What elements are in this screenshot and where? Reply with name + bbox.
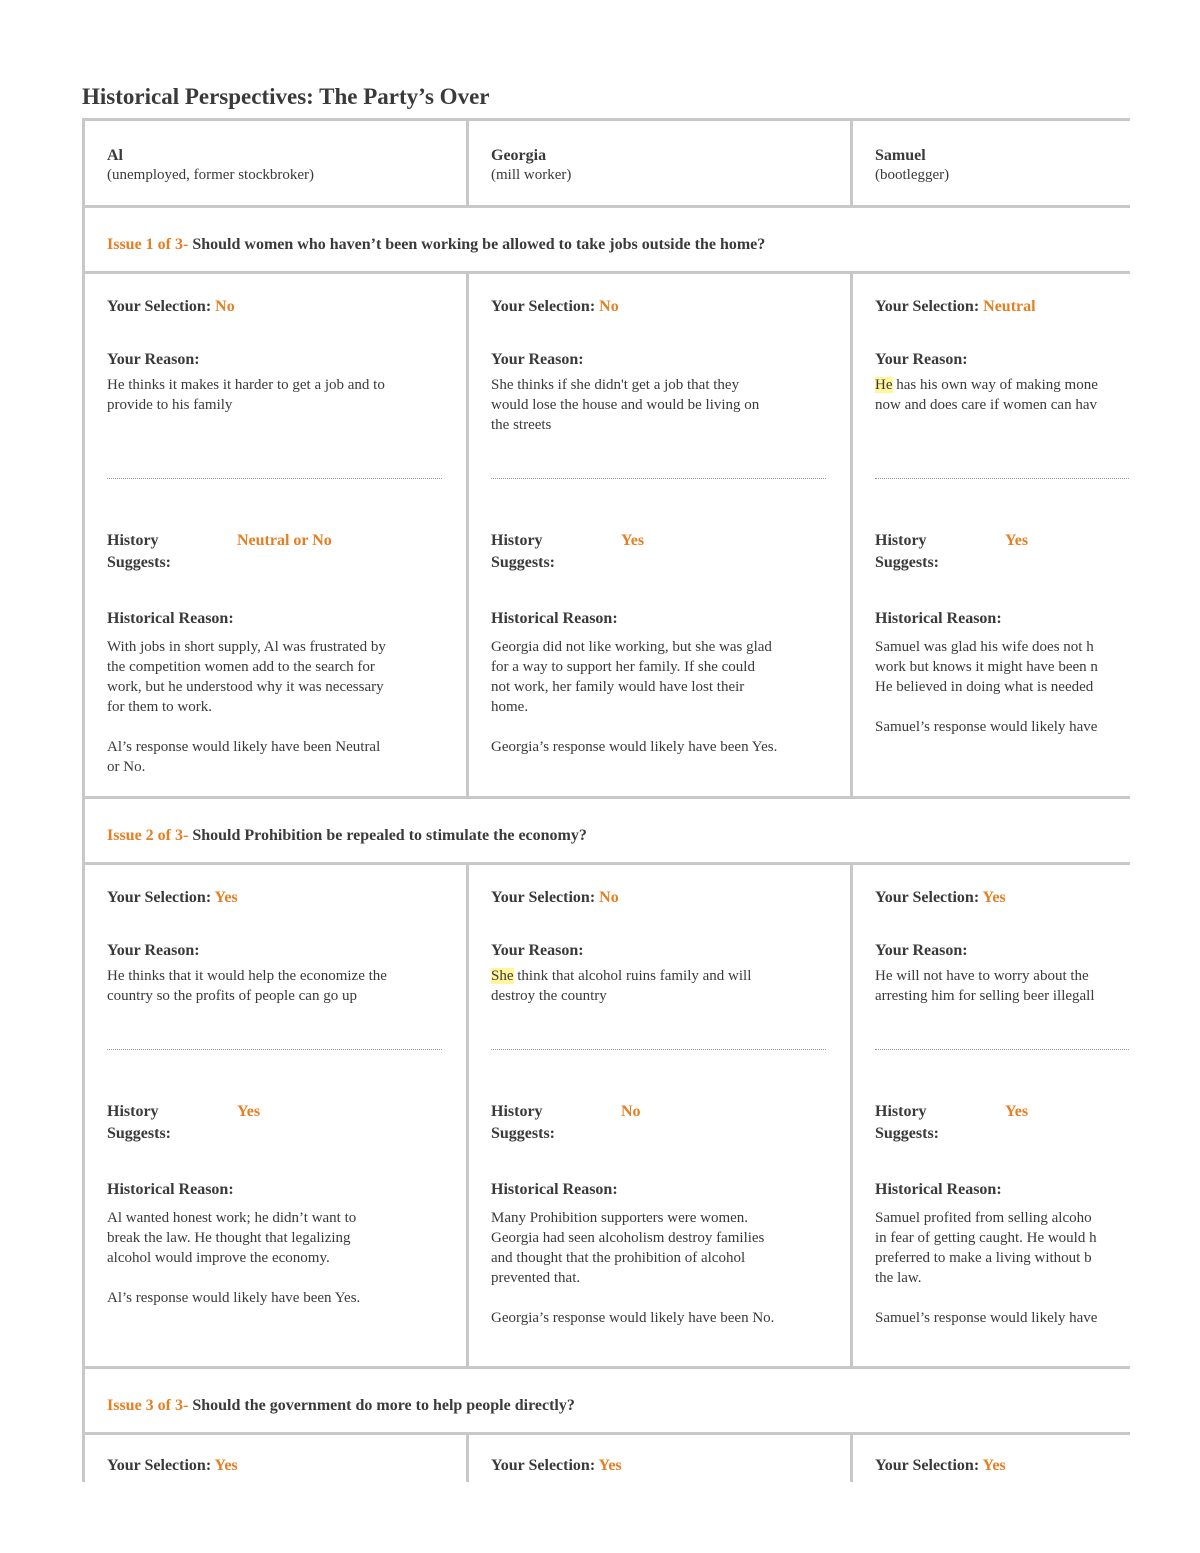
answer-divider	[491, 478, 826, 479]
selection-value: Yes	[598, 1457, 622, 1474]
selection-label: Your Selection:	[491, 1457, 599, 1474]
answer-divider	[107, 478, 442, 479]
answer-divider	[875, 478, 1130, 479]
reason-label: Your Reason:	[875, 942, 968, 959]
issue-1-cell-al	[85, 274, 469, 796]
issue-3-title	[107, 1397, 575, 1415]
selection-value: Yes	[982, 1457, 1006, 1474]
issue-prefix: Issue 2 of 3-	[107, 827, 193, 844]
reason-label: Your Reason:	[875, 351, 968, 368]
selection-label: Your Selection:	[491, 298, 600, 315]
character-role: (bootlegger)	[875, 167, 950, 183]
character-cell-samuel	[853, 121, 1130, 205]
historical-reason-text: Samuel profited from selling alcoho in fear of getting caught. He would h preferred to make a living without b the law. Samuel’s response would likely have	[875, 1210, 1098, 1326]
issue-1-body	[85, 274, 1130, 799]
issue-1-cell-georgia	[469, 274, 853, 796]
selection-line	[107, 298, 446, 316]
issue-1-title	[107, 236, 765, 254]
history-suggests-label: History Suggests:	[875, 1103, 940, 1142]
historical-reason-label: Historical Reason:	[875, 610, 1002, 627]
historical-reason-label: Historical Reason:	[107, 610, 234, 627]
answer-divider	[875, 1049, 1130, 1050]
selection-label: Your Selection:	[491, 889, 600, 906]
selection-value: No	[215, 298, 235, 315]
issue-3-cell-al	[85, 1435, 469, 1482]
selection-line	[107, 889, 446, 907]
reason-text: She think that alcohol ruins family and will destroy the country	[491, 968, 752, 1004]
issue-prefix: Issue 3 of 3-	[107, 1397, 193, 1414]
history-suggests-value: Neutral or No	[237, 532, 332, 549]
issue-prefix: Issue 1 of 3-	[107, 236, 193, 253]
history-suggests-label: History Suggests:	[875, 532, 940, 571]
historical-reason-text: Al wanted honest work; he didn’t want to break the law. He thought that legalizing alcohol would improve the economy. Al’s response would likely have been Yes.	[107, 1210, 361, 1306]
selection-label: Your Selection:	[107, 1457, 215, 1474]
selection-label: Your Selection:	[875, 889, 983, 906]
reason-label: Your Reason:	[107, 351, 200, 368]
reason-text: He thinks that it would help the economize the country so the profits of people can go up	[107, 968, 387, 1004]
reason-text: He will not have to worry about the arresting him for selling beer illegall	[875, 968, 1095, 1004]
history-suggests-value: Yes	[237, 1103, 261, 1120]
character-name: Georgia	[491, 147, 547, 164]
character-cell-al	[85, 121, 469, 205]
issue-question: Should Prohibition be repealed to stimulate the economy?	[192, 827, 587, 844]
history-suggests-value: Yes	[1005, 1103, 1029, 1120]
selection-label: Your Selection:	[875, 1457, 983, 1474]
character-name: Al	[107, 147, 123, 164]
selection-label: Your Selection:	[875, 298, 984, 315]
history-suggests-label: History Suggests:	[107, 532, 172, 571]
selection-line	[491, 889, 830, 907]
issue-1-header	[85, 208, 1130, 274]
issue-3-cell-georgia	[469, 1435, 853, 1482]
issue-2-header	[85, 799, 1130, 865]
selection-value: Neutral	[983, 298, 1036, 315]
selection-line	[875, 298, 1130, 316]
history-suggests-value: Yes	[1005, 532, 1029, 549]
issue-3-header	[85, 1369, 1130, 1435]
selection-label: Your Selection:	[107, 298, 216, 315]
issue-3-cell-samuel	[853, 1435, 1130, 1482]
issue-question: Should the government do more to help people directly?	[192, 1397, 575, 1414]
selection-value: No	[599, 889, 619, 906]
reason-text: He has his own way of making mone now and does care if women can hav	[875, 377, 1098, 413]
historical-reason-label: Historical Reason:	[107, 1181, 234, 1198]
issue-2-cell-al	[85, 865, 469, 1366]
historical-reason-text: Georgia did not like working, but she was glad for a way to support her family. If she could not work, her family would have lost their home. Georgia’s response would likely have been Yes.	[491, 639, 778, 755]
reason-label: Your Reason:	[107, 942, 200, 959]
highlighted-word: She	[491, 968, 514, 984]
reason-label: Your Reason:	[491, 351, 584, 368]
character-role: (mill worker)	[491, 167, 572, 183]
issue-3-body	[85, 1435, 1130, 1482]
character-name: Samuel	[875, 147, 926, 164]
historical-reason-label: Historical Reason:	[491, 610, 618, 627]
selection-label: Your Selection:	[107, 889, 215, 906]
history-suggests-label: History Suggests:	[491, 1103, 556, 1142]
selection-line	[491, 1457, 830, 1475]
selection-value: Yes	[214, 1457, 238, 1474]
history-suggests-label: History Suggests:	[491, 532, 556, 571]
answer-divider	[491, 1049, 826, 1050]
history-suggests-value: Yes	[621, 532, 645, 549]
issue-2-body	[85, 865, 1130, 1369]
selection-line	[107, 1457, 446, 1475]
issue-2-cell-georgia	[469, 865, 853, 1366]
character-cell-georgia	[469, 121, 853, 205]
issue-1-cell-samuel	[853, 274, 1130, 796]
characters-row	[85, 121, 1130, 208]
historical-reason-text: Many Prohibition supporters were women. Georgia had seen alcoholism destroy families and thought that the prohibition of alcohol prevented that. Georgia’s response would likely have been No.	[491, 1210, 775, 1326]
selection-value: No	[599, 298, 619, 315]
answer-divider	[107, 1049, 442, 1050]
history-suggests-value: No	[621, 1103, 641, 1120]
selection-line	[875, 889, 1130, 907]
highlighted-word: He	[875, 377, 893, 393]
issue-2-cell-samuel	[853, 865, 1130, 1366]
selection-value: Yes	[982, 889, 1006, 906]
history-suggests-label: History Suggests:	[107, 1103, 172, 1142]
character-role: (unemployed, former stockbroker)	[107, 167, 315, 183]
historical-reason-label: Historical Reason:	[875, 1181, 1002, 1198]
selection-line	[491, 298, 830, 316]
selection-line	[875, 1457, 1130, 1475]
selection-value: Yes	[214, 889, 238, 906]
page-title: Historical Perspectives: The Party’s Over	[82, 84, 490, 109]
reason-label: Your Reason:	[491, 942, 584, 959]
issue-question: Should women who haven’t been working be allowed to take jobs outside the home?	[192, 236, 766, 253]
historical-reason-text: Samuel was glad his wife does not h work but knows it might have been n He believed in doing what is needed Samuel’s response would likely have	[875, 639, 1098, 735]
historical-reason-text: With jobs in short supply, Al was frustrated by the competition women add to the search for work, but he understood why it was necessary for them to work. Al’s response would likely have been Neutral or No.	[107, 639, 386, 775]
issue-2-title	[107, 827, 587, 845]
perspectives-table	[82, 118, 1130, 1482]
historical-reason-label: Historical Reason:	[491, 1181, 618, 1198]
reason-text: She thinks if she didn't get a job that they would lose the house and would be living on the streets	[491, 377, 760, 433]
reason-text: He thinks it makes it harder to get a job and to provide to his family	[107, 377, 385, 413]
